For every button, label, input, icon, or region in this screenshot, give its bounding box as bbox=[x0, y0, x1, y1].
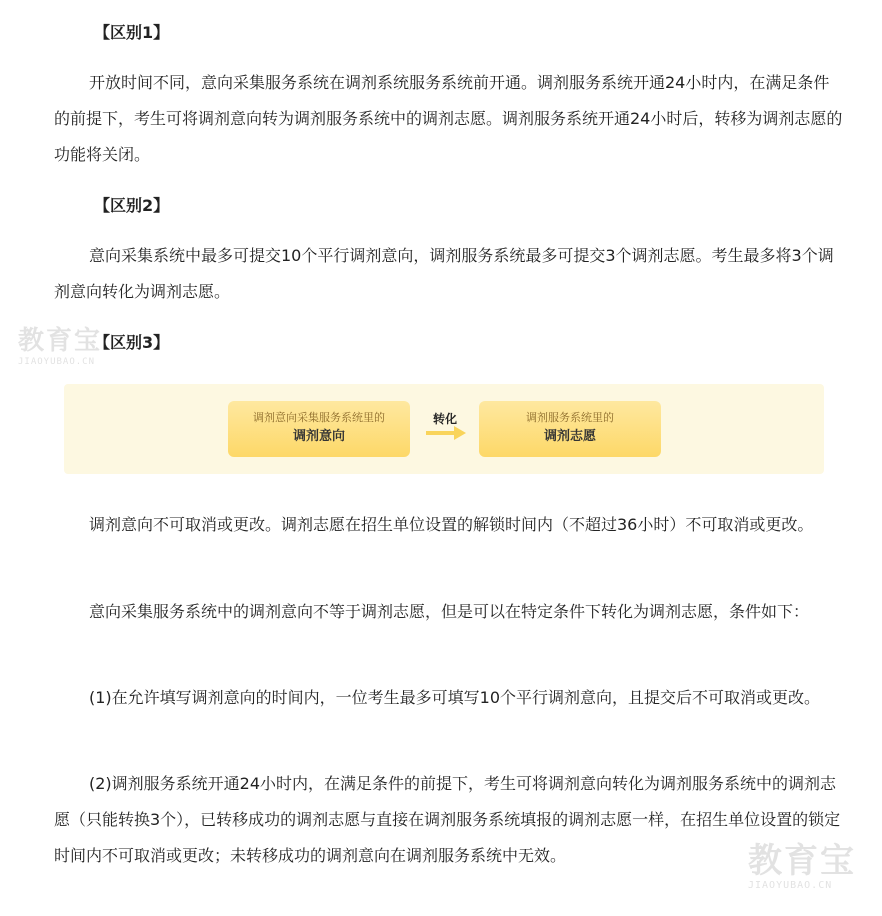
section-title-3: 【区别3】 bbox=[94, 333, 170, 352]
watermark-logo bbox=[18, 326, 102, 368]
watermark-url-bottom: JIAOYUBAO.CN bbox=[748, 880, 833, 891]
section-title-2: 【区别2】 bbox=[94, 196, 170, 215]
preference-box-label: 调剂志愿 bbox=[543, 429, 596, 444]
paragraph-2: 意向采集系统中最多可提交10个平行调剂意向，调剂服务系统最多可提交3个调剂志愿。考生最多将3个调剂意向转化为调剂志愿。 bbox=[54, 246, 834, 301]
paragraph-5: (1)在允许填写调剂意向的时间内，一位考生最多可填写10个平行调剂意向，且提交后不可取消或更改。 bbox=[89, 688, 821, 707]
intent-box bbox=[228, 401, 410, 457]
paragraph-1: 开放时间不同，意向采集服务系统在调剂系统服务系统前开通。调剂服务系统开通24小时内，在满足条件的前提下，考生可将调剂意向转为调剂服务系统中的调剂志愿。调剂服务系统开通24小时后，转移为调剂志愿的功能将关闭。 bbox=[54, 73, 843, 164]
section-title-1: 【区别1】 bbox=[94, 23, 170, 42]
paragraph-4: 意向采集服务系统中的调剂意向不等于调剂志愿，但是可以在特定条件下转化为调剂志愿，条件如下： bbox=[89, 602, 810, 621]
watermark-text-bottom: 教育宝 bbox=[748, 841, 856, 881]
watermark-text: 教育宝 bbox=[18, 326, 103, 356]
intent-box-subtitle: 调剂意向采集服务系统里的 bbox=[253, 411, 385, 424]
preference-box-subtitle: 调剂服务系统里的 bbox=[526, 411, 614, 424]
right-arrow-icon bbox=[426, 426, 466, 440]
arrow-label: 转化 bbox=[432, 412, 457, 426]
intent-box-label: 调剂意向 bbox=[292, 429, 345, 444]
paragraph-6: (2)调剂服务系统开通24小时内，在满足条件的前提下，考生可将调剂意向转化为调剂服务系统中的调剂志愿（只能转换3个），已转移成功的调剂志愿与直接在调剂服务系统填报的调剂志愿一样，在招生单位设置的锁定时间内不可取消或更改；未转移成功的调剂意向在调剂服务系统中无效。 bbox=[54, 774, 841, 865]
watermark-logo-bottom bbox=[748, 842, 856, 892]
conversion-diagram bbox=[64, 384, 824, 474]
watermark-url: JIAOYUBAO.CN bbox=[18, 357, 96, 367]
paragraph-3: 调剂意向不可取消或更改。调剂志愿在招生单位设置的解锁时间内（不超过36小时）不可取消或更改。 bbox=[89, 515, 814, 534]
preference-box bbox=[479, 401, 661, 457]
